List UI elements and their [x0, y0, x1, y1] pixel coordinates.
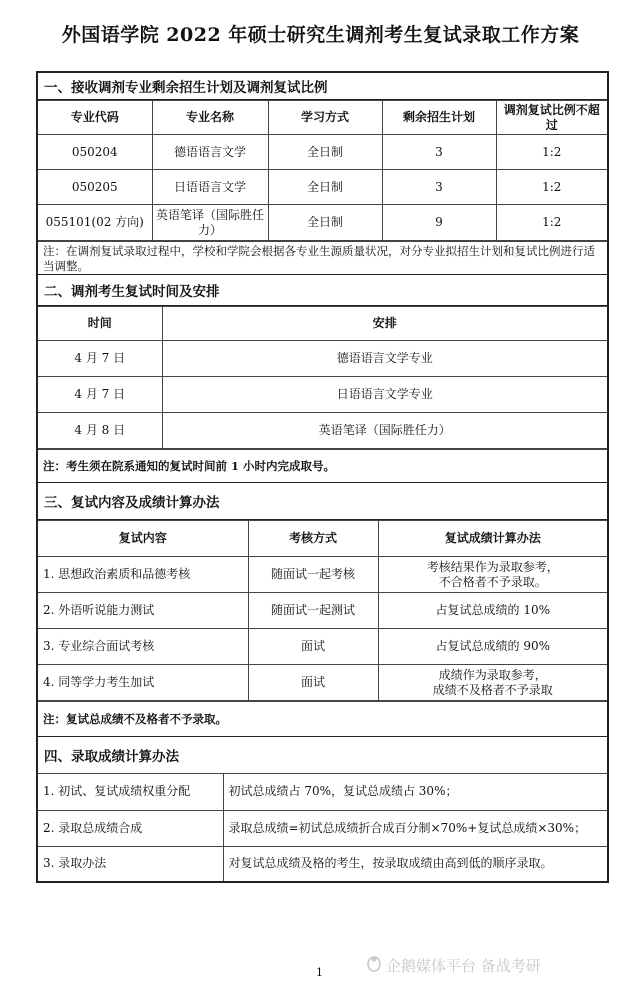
table-cell: 全日制	[268, 135, 382, 170]
table-cell: 随面试一起测试	[248, 593, 378, 629]
table-row	[38, 593, 607, 629]
table-row	[38, 413, 607, 449]
table-cell: 4 月 7 日	[38, 377, 162, 413]
header-cell: 复试成绩计算办法	[378, 521, 607, 557]
table-cell: 占复试总成绩的 10%	[378, 593, 607, 629]
table-cell: 日语语言文学专业	[162, 377, 607, 413]
penguin-icon	[366, 954, 382, 976]
plan-table	[38, 100, 607, 241]
assessment-table-header	[38, 521, 607, 557]
table-cell: 3. 专业综合面试考核	[38, 629, 248, 665]
table-row	[38, 665, 607, 701]
table-cell: 050205	[38, 170, 152, 205]
header-cell: 调剂复试比例不超过	[496, 101, 607, 135]
watermark-text: 企鹅媒体平台 备战考研	[386, 956, 541, 975]
table-cell: 英语笔译（国际胜任力）	[152, 205, 268, 241]
table-cell: 随面试一起考核	[248, 557, 378, 593]
page-title: 外国语学院 2022 年硕士研究生调剂考生复试录取工作方案	[61, 24, 580, 46]
table-cell: 1:2	[496, 170, 607, 205]
table-cell: 1:2	[496, 135, 607, 170]
table-row	[38, 846, 607, 881]
schedule-table	[38, 306, 607, 449]
table-cell: 4 月 7 日	[38, 341, 162, 377]
header-cell: 时间	[38, 307, 162, 341]
table-cell: 考核结果作为录取参考， 不合格者不予录取。	[378, 557, 607, 593]
table-cell: 1:2	[496, 205, 607, 241]
table-cell: 英语笔译（国际胜任力）	[162, 413, 607, 449]
section-3-heading: 三、复试内容及成绩计算办法	[38, 483, 607, 520]
table-cell: 2. 外语听说能力测试	[38, 593, 248, 629]
table-row	[38, 557, 607, 593]
table-cell: 1. 初试、复试成绩权重分配	[38, 774, 223, 810]
section-2-heading: 二、调剂考生复试时间及安排	[38, 275, 607, 306]
watermark	[366, 954, 541, 976]
table-cell: 面试	[248, 665, 378, 701]
table-cell: 055101(02 方向)	[38, 205, 152, 241]
table-cell: 日语语言文学	[152, 170, 268, 205]
page-number: 1	[316, 966, 323, 979]
admission-table	[38, 774, 607, 881]
section-4-heading: 四、录取成绩计算办法	[38, 737, 607, 774]
table-cell: 2. 录取总成绩合成	[38, 810, 223, 846]
table-row	[38, 377, 607, 413]
header-cell: 复试内容	[38, 521, 248, 557]
table-cell: 全日制	[268, 205, 382, 241]
plan-table-header	[38, 101, 607, 135]
section-1-heading: 一、接收调剂专业剩余招生计划及调剂复试比例	[38, 73, 607, 100]
header-cell: 安排	[162, 307, 607, 341]
header-cell: 考核方式	[248, 521, 378, 557]
table-cell: 录取总成绩=初试总成绩折合成百分制×70%+复试总成绩×30%；	[223, 810, 607, 846]
section-2-note: 注：考生须在院系通知的复试时间前 1 小时内完成取号。	[38, 449, 607, 483]
table-cell: 9	[382, 205, 496, 241]
section-1	[36, 71, 609, 883]
header-cell: 专业代码	[38, 101, 152, 135]
header-cell: 剩余招生计划	[382, 101, 496, 135]
table-row	[38, 135, 607, 170]
table-row	[38, 629, 607, 665]
table-row	[38, 774, 607, 810]
table-row	[38, 205, 607, 241]
table-cell: 050204	[38, 135, 152, 170]
header-cell: 专业名称	[152, 101, 268, 135]
section-1-note: 注：在调剂复试录取过程中，学校和学院会根据各专业生源质量状况，对分专业拟招生计划和复试比例进行适当调整。	[38, 241, 607, 275]
header-cell: 学习方式	[268, 101, 382, 135]
table-cell: 3	[382, 170, 496, 205]
section-3-note: 注：复试总成绩不及格者不予录取。	[38, 701, 607, 737]
table-cell: 4 月 8 日	[38, 413, 162, 449]
table-cell: 3. 录取办法	[38, 846, 223, 881]
table-cell: 初试总成绩占 70%，复试总成绩占 30%；	[223, 774, 607, 810]
table-cell: 德语语言文学	[152, 135, 268, 170]
table-cell: 对复试总成绩及格的考生，按录取成绩由高到低的顺序录取。	[223, 846, 607, 881]
table-cell: 占复试总成绩的 90%	[378, 629, 607, 665]
table-cell: 面试	[248, 629, 378, 665]
table-cell: 4. 同等学力考生加试	[38, 665, 248, 701]
table-cell: 全日制	[268, 170, 382, 205]
table-cell: 成绩作为录取参考， 成绩不及格者不予录取	[378, 665, 607, 701]
table-cell: 德语语言文学专业	[162, 341, 607, 377]
table-row	[38, 810, 607, 846]
table-row	[38, 170, 607, 205]
table-cell: 3	[382, 135, 496, 170]
assessment-table	[38, 520, 607, 701]
table-cell: 1. 思想政治素质和品德考核	[38, 557, 248, 593]
table-row	[38, 341, 607, 377]
schedule-table-header	[38, 307, 607, 341]
